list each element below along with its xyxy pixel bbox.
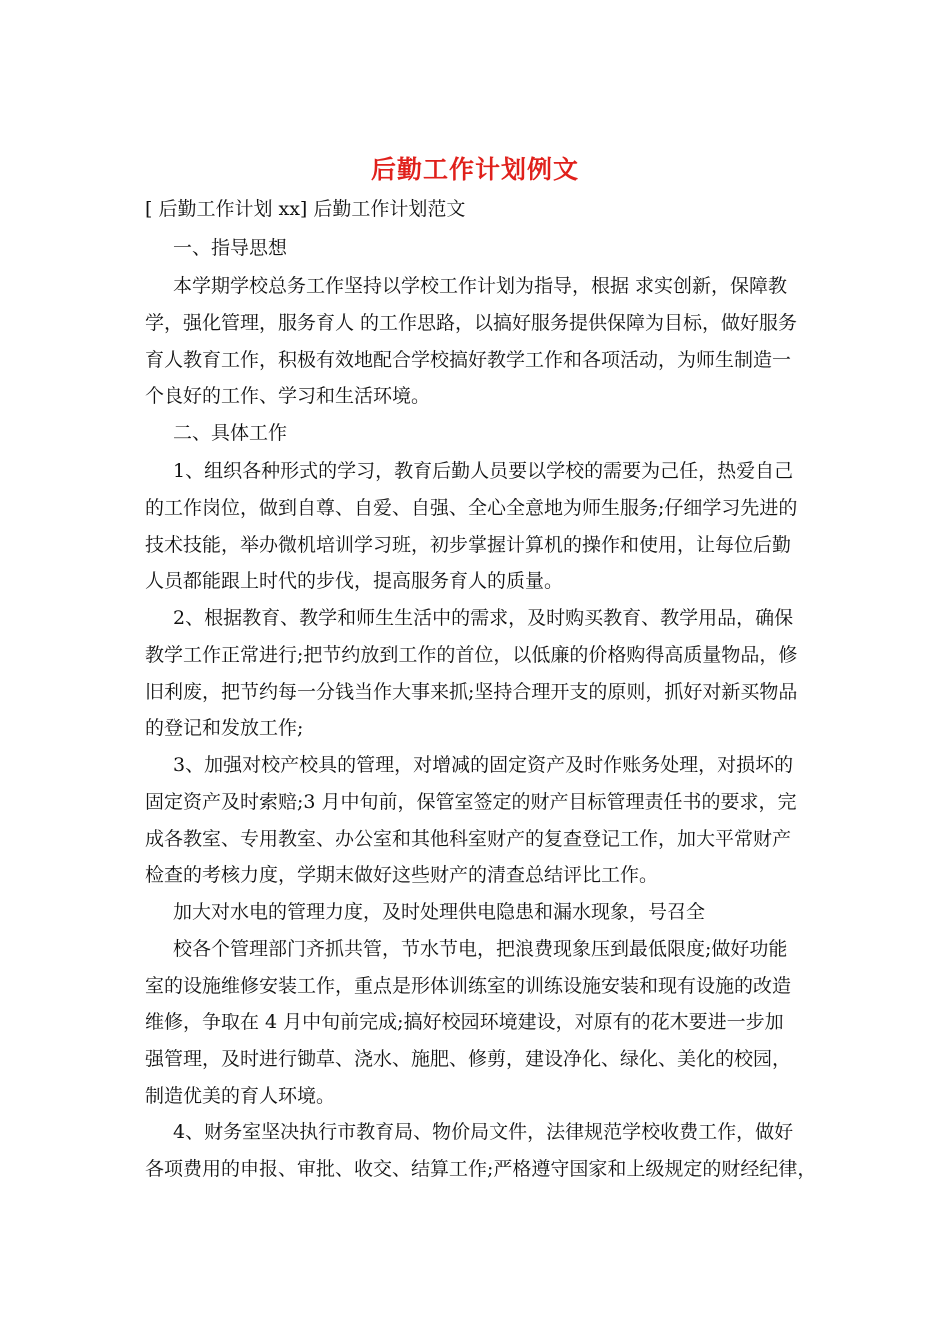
text-line: 的登记和发放工作; xyxy=(145,717,304,739)
text-line: 强管理，及时进行锄草、浇水、施肥、修剪，建设净化、绿化、美化的校园， xyxy=(145,1048,792,1070)
text-line: [ 后勤工作计划 xx] 后勤工作计划范文 xyxy=(145,198,466,220)
text-line: 本学期学校总务工作坚持以学校工作计划为指导，根据 求实创新，保障教 xyxy=(173,275,788,297)
text-line: 育人教育工作，积极有效地配合学校搞好教学工作和各项活动，为师生制造一 xyxy=(145,349,792,371)
text-line: 校各个管理部门齐抓共管，节水节电，把浪费现象压到最低限度;做好功能 xyxy=(173,938,788,960)
section-heading: 二、具体工作 xyxy=(173,422,288,444)
text-line: 2、根据教育、教学和师生生活中的需求，及时购买教育、教学用品，确保 xyxy=(173,607,794,629)
document-title: 后勤工作计划例文 xyxy=(370,155,579,184)
text-line: 加大对水电的管理力度，及时处理供电隐患和漏水现象，号召全 xyxy=(173,901,706,923)
text-line: 旧利废，把节约每一分钱当作大事来抓;坚持合理开支的原则，抓好对新买物品 xyxy=(145,681,798,703)
text-line: 的工作岗位，做到自尊、自爱、自强、全心全意地为师生服务;仔细学习先进的 xyxy=(145,497,798,519)
text-line: 个良好的工作、学习和生活环境。 xyxy=(145,385,431,407)
text-line: 4、财务室坚决执行市教育局、物价局文件，法律规范学校收费工作，做好 xyxy=(173,1121,794,1143)
section-heading: 一、指导思想 xyxy=(173,237,288,259)
text-line: 室的设施维修安装工作，重点是形体训练室的训练设施安装和现有设施的改造 xyxy=(145,975,792,997)
text-line: 各项费用的申报、审批、收交、结算工作;严格遵守国家和上级规定的财经纪律， xyxy=(145,1158,817,1180)
text-line: 1、组织各种形式的学习，教育后勤人员要以学校的需要为己任，热爱自己 xyxy=(173,460,794,482)
text-line: 制造优美的育人环境。 xyxy=(145,1085,336,1107)
text-line: 固定资产及时索赔;3 月中旬前，保管室签定的财产目标管理责任书的要求，完 xyxy=(145,791,797,813)
text-line: 教学工作正常进行;把节约放到工作的首位，以低廉的价格购得高质量物品，修 xyxy=(145,644,798,666)
text-line: 技术技能，举办微机培训学习班，初步掌握计算机的操作和使用，让每位后勤 xyxy=(145,534,792,556)
text-line: 学，强化管理，服务育人 的工作思路，以搞好服务提供保障为目标，做好服务 xyxy=(145,312,798,334)
text-line: 人员都能跟上时代的步伐，提高服务育人的质量。 xyxy=(145,570,564,592)
text-line: 维修，争取在 4 月中旬前完成;搞好校园环境建设，对原有的花木要进一步加 xyxy=(145,1011,784,1033)
text-line: 检查的考核力度，学期末做好这些财产的清查总结评比工作。 xyxy=(145,864,659,886)
text-line: 3、加强对校产校具的管理，对增减的固定资产及时作账务处理，对损坏的 xyxy=(173,754,794,776)
text-line: 成各教室、专用教室、办公室和其他科室财产的复查登记工作，加大平常财产 xyxy=(145,828,792,850)
